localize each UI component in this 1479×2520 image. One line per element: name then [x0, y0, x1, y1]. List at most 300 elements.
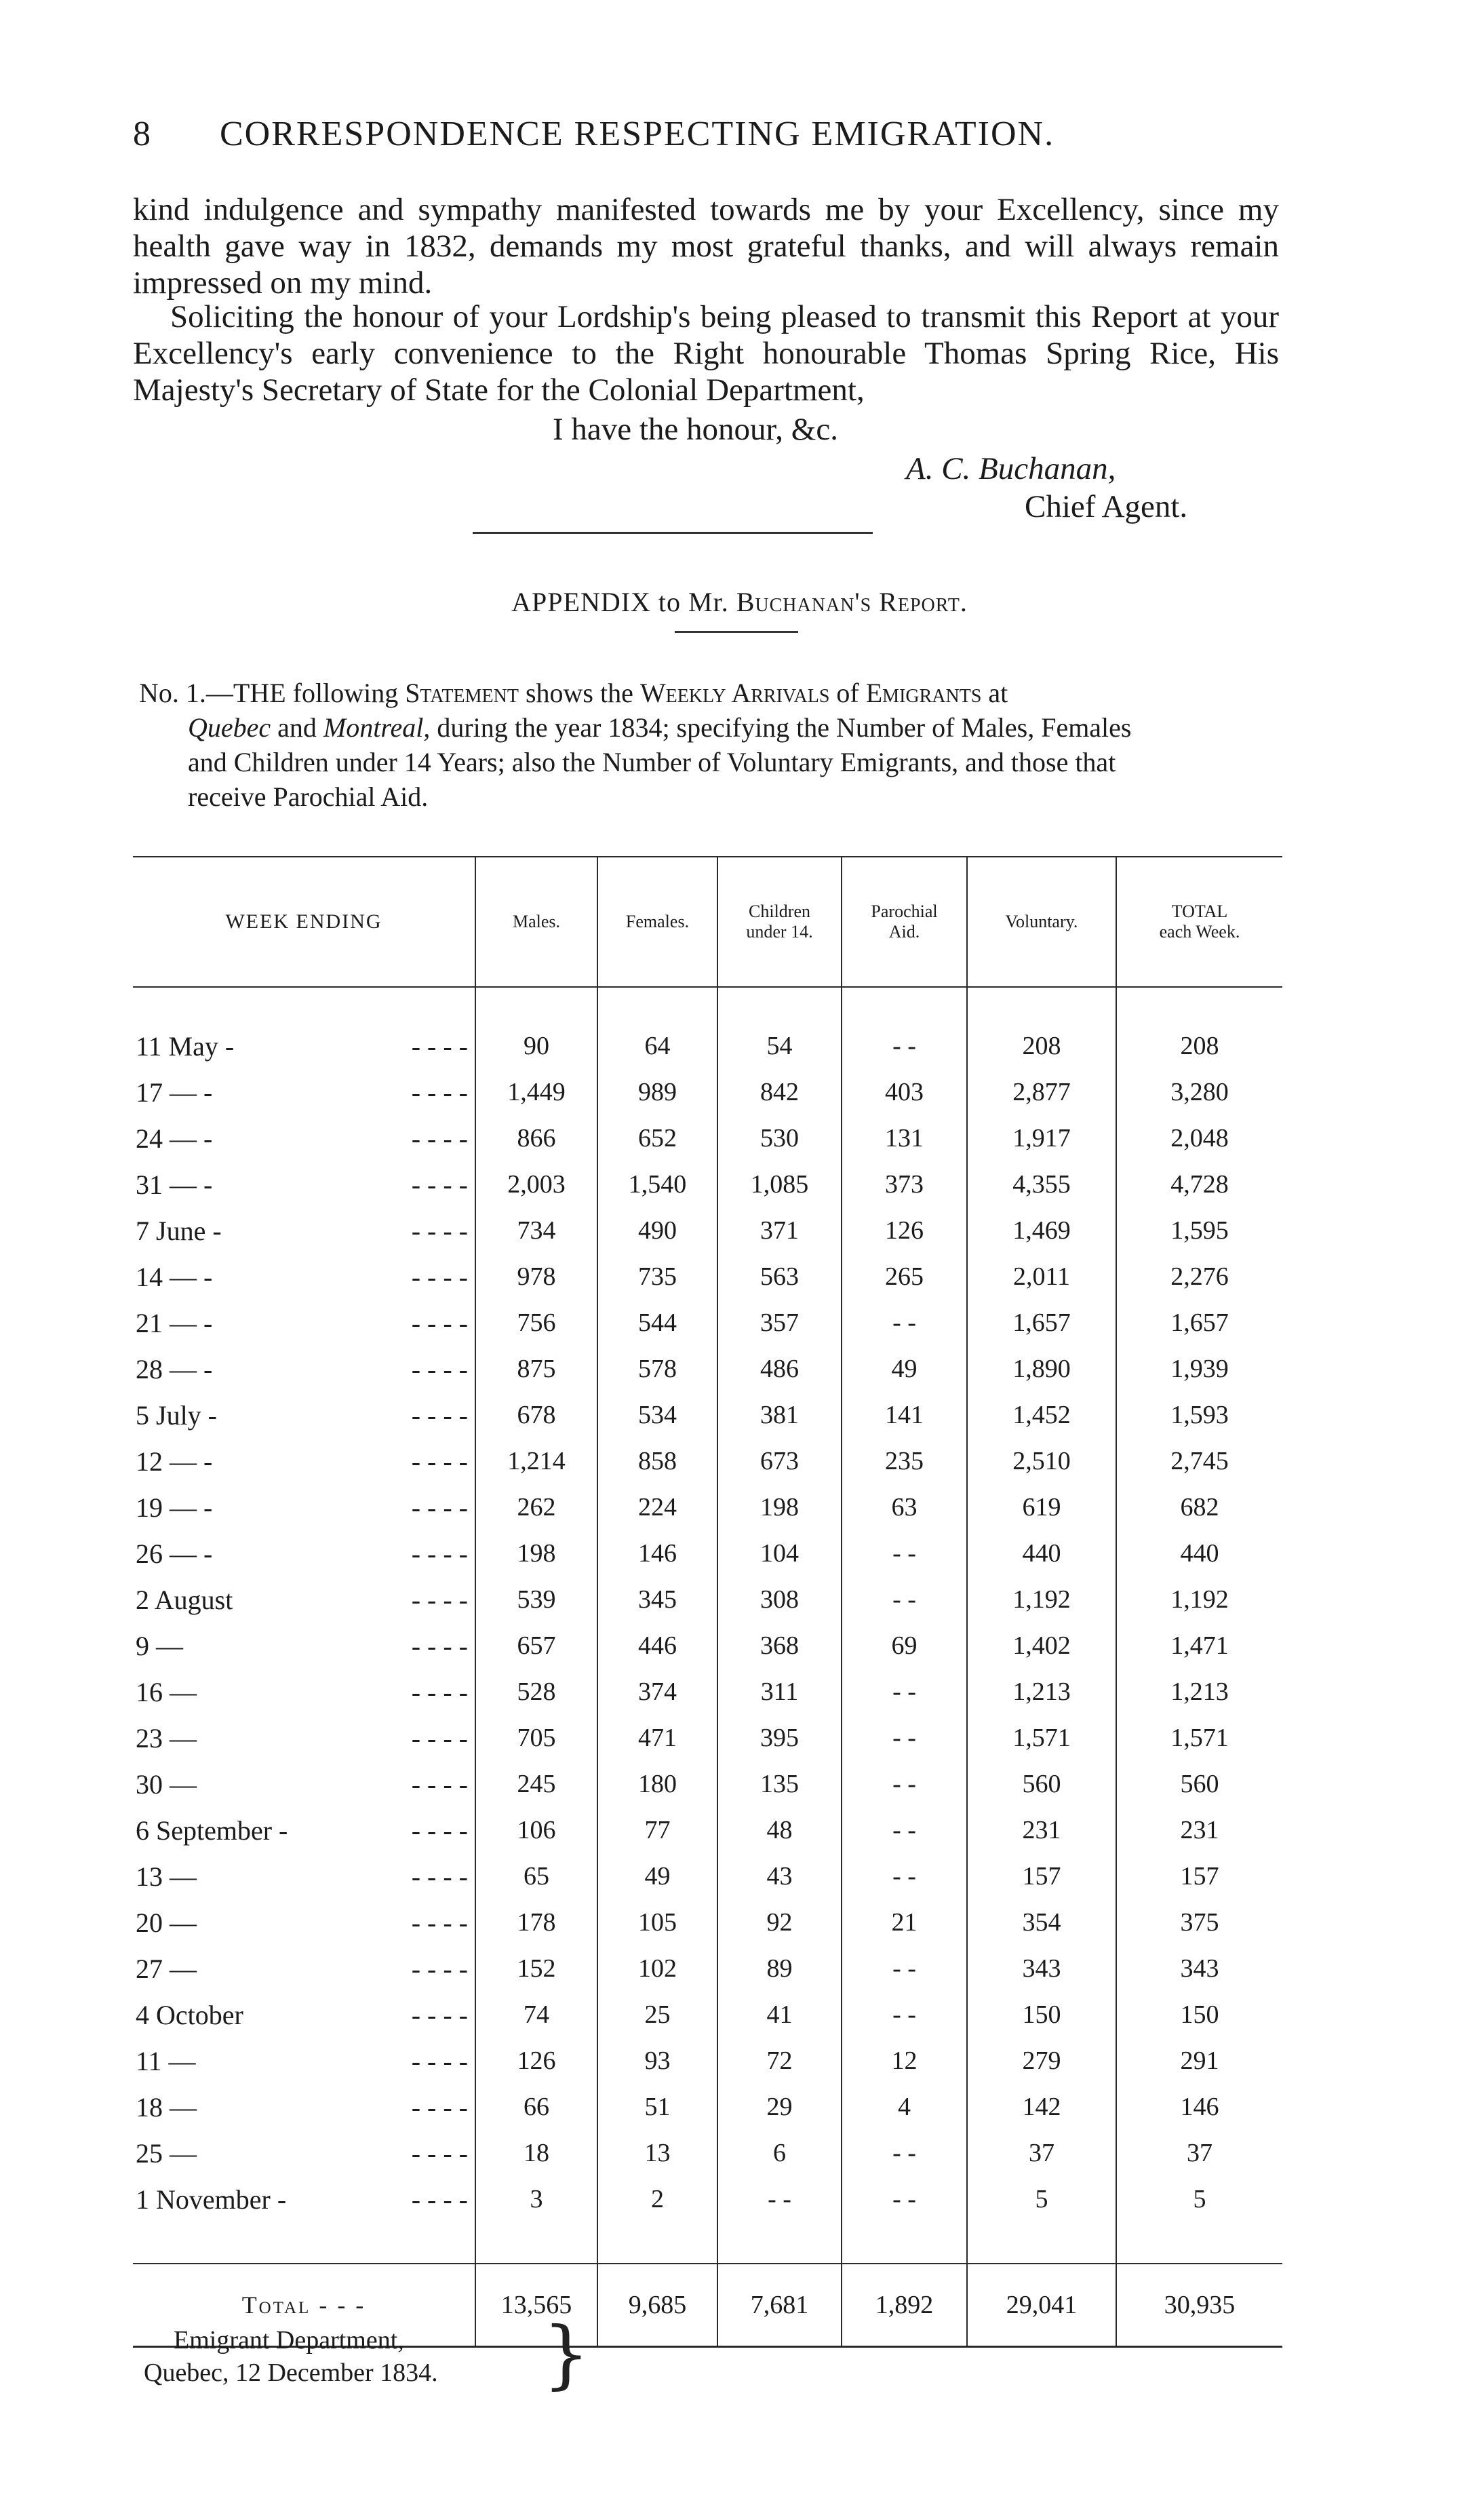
cell-week-ending	[133, 1346, 475, 1392]
statement-weekly-arrivals: Weekly Arrivals	[639, 678, 830, 708]
cell-males: 657	[475, 1623, 597, 1669]
week-label: 9 —	[136, 1630, 183, 1661]
col-header-voluntary: Voluntary.	[967, 857, 1116, 987]
leader-dashes: - - - -	[411, 1999, 468, 2030]
letter-paragraph-2: Soliciting the honour of your Lordship's being pleased to transmit this Report at your Excellency's early convenience to the Right honourable Thomas Spring Rice, His Majesty's Secretary of State for the Colonial Department,	[133, 299, 1279, 408]
statement-emigrants: Emigrants	[865, 678, 982, 708]
cell-week-ending	[133, 1899, 475, 1945]
col-header-children	[717, 857, 842, 987]
cell-males: 66	[475, 2084, 597, 2130]
week-label: 14 — -	[136, 1261, 213, 1292]
cell-males: 978	[475, 1254, 597, 1300]
cell-total: 2,276	[1116, 1254, 1282, 1300]
leader-dashes: - - - -	[411, 2091, 468, 2122]
cell-males: 2,003	[475, 1161, 597, 1207]
week-label: 1 November -	[136, 2184, 287, 2215]
cell-parochial: 131	[842, 1115, 967, 1161]
leader-dashes: - - - -	[411, 1676, 468, 1707]
cell-voluntary: 1,571	[967, 1715, 1116, 1761]
leader-dashes: - - - -	[411, 1953, 468, 1984]
cell-males: 65	[475, 1853, 597, 1899]
cell-males: 198	[475, 1530, 597, 1576]
cell-females: 102	[597, 1945, 717, 1992]
leader-dashes: - - - -	[411, 1307, 468, 1338]
cell-males: 126	[475, 2038, 597, 2084]
letter-signature: A. C. Buchanan,	[906, 451, 1116, 486]
cell-total: 560	[1116, 1761, 1282, 1807]
table-row	[133, 1254, 1282, 1300]
cell-parochial: - -	[842, 1023, 967, 1069]
cell-parochial: 69	[842, 1623, 967, 1669]
footer-place-date: Quebec, 12 December 1834.	[144, 2359, 438, 2387]
week-label: 24 — -	[136, 1123, 213, 1154]
cell-females: 77	[597, 1807, 717, 1853]
cell-parochial: 12	[842, 2038, 967, 2084]
cell-voluntary: 231	[967, 1807, 1116, 1853]
cell-children: 486	[717, 1346, 842, 1392]
cell-females: 64	[597, 1023, 717, 1069]
total-voluntary: 29,041	[967, 2264, 1116, 2347]
cell-voluntary: 2,877	[967, 1069, 1116, 1115]
table-row	[133, 1715, 1282, 1761]
cell-parochial: - -	[842, 2176, 967, 2222]
cell-total: 2,048	[1116, 1115, 1282, 1161]
appendix-heading-prefix: APPENDIX to Mr.	[511, 587, 729, 617]
cell-parochial: 373	[842, 1161, 967, 1207]
cell-children: 48	[717, 1807, 842, 1853]
col-header-parochial-line1: Parochial	[871, 902, 938, 921]
cell-females: 490	[597, 1207, 717, 1254]
cell-parochial: - -	[842, 1945, 967, 1992]
cell-total: 1,471	[1116, 1623, 1282, 1669]
cell-total: 343	[1116, 1945, 1282, 1992]
cell-total: 231	[1116, 1807, 1282, 1853]
cell-males: 90	[475, 1023, 597, 1069]
cell-children: - -	[717, 2176, 842, 2222]
place-montreal: Montreal,	[323, 712, 431, 743]
cell-voluntary: 343	[967, 1945, 1116, 1992]
cell-week-ending	[133, 1392, 475, 1438]
cell-total: 291	[1116, 2038, 1282, 2084]
cell-parochial: 235	[842, 1438, 967, 1484]
cell-children: 530	[717, 1115, 842, 1161]
cell-males: 678	[475, 1392, 597, 1438]
leader-dashes: - - - -	[411, 1077, 468, 1108]
cell-females: 544	[597, 1300, 717, 1346]
cell-total: 1,595	[1116, 1207, 1282, 1254]
cell-males: 245	[475, 1761, 597, 1807]
table-row	[133, 1899, 1282, 1945]
cell-total: 5	[1116, 2176, 1282, 2222]
cell-females: 989	[597, 1069, 717, 1115]
cell-children: 842	[717, 1069, 842, 1115]
cell-week-ending	[133, 1115, 475, 1161]
cell-parochial: 49	[842, 1346, 967, 1392]
cell-voluntary: 37	[967, 2130, 1116, 2176]
cell-week-ending	[133, 2176, 475, 2222]
week-label: 16 —	[136, 1676, 197, 1707]
appendix-heading-name: Buchanan's Report.	[736, 587, 968, 617]
cell-total: 1,571	[1116, 1715, 1282, 1761]
cell-children: 371	[717, 1207, 842, 1254]
leader-dashes: - - - -	[411, 1169, 468, 1200]
statement-line-3: and Children under 14 Years; also the Number of Voluntary Emigrants, and those that	[188, 747, 1116, 777]
col-header-total	[1116, 857, 1282, 987]
total-parochial: 1,892	[842, 2264, 967, 2347]
cell-males: 106	[475, 1807, 597, 1853]
cell-voluntary: 619	[967, 1484, 1116, 1530]
cell-total: 1,939	[1116, 1346, 1282, 1392]
cell-males: 539	[475, 1576, 597, 1623]
page-number: 8	[133, 115, 152, 153]
cell-week-ending	[133, 1761, 475, 1807]
cell-parochial: - -	[842, 1853, 967, 1899]
leader-dashes: - - - -	[411, 1030, 468, 1062]
table-row	[133, 1438, 1282, 1484]
brace-glyph: }	[543, 2310, 590, 2397]
cell-week-ending	[133, 1715, 475, 1761]
cell-voluntary: 354	[967, 1899, 1116, 1945]
leader-dashes: - - - -	[411, 1538, 468, 1569]
cell-voluntary: 1,917	[967, 1115, 1116, 1161]
cell-females: 51	[597, 2084, 717, 2130]
cell-voluntary: 1,452	[967, 1392, 1116, 1438]
cell-total: 1,192	[1116, 1576, 1282, 1623]
table-row	[133, 1069, 1282, 1115]
week-label: 11 —	[136, 2045, 196, 2076]
cell-parochial: 21	[842, 1899, 967, 1945]
col-header-total-line2: each Week.	[1159, 922, 1240, 942]
cell-parochial: - -	[842, 1715, 967, 1761]
week-label: 19 — -	[136, 1492, 213, 1523]
leader-dashes: - - - -	[411, 2045, 468, 2076]
running-title: CORRESPONDENCE RESPECTING EMIGRATION.	[220, 115, 1055, 153]
leader-dashes: - - - -	[411, 1815, 468, 1846]
cell-voluntary: 1,213	[967, 1669, 1116, 1715]
week-label: 27 —	[136, 1953, 197, 1984]
statement-word: Statement	[405, 678, 519, 708]
table-row	[133, 1392, 1282, 1438]
table-row	[133, 1023, 1282, 1069]
letter-paragraph-1: kind indulgence and sympathy manifested towards me by your Excellency, since my health gave way in 1832, demands my most grateful thanks, and will always remain impressed on my mind.	[133, 192, 1279, 301]
cell-children: 395	[717, 1715, 842, 1761]
cell-males: 875	[475, 1346, 597, 1392]
cell-males: 262	[475, 1484, 597, 1530]
cell-males: 866	[475, 1115, 597, 1161]
week-label: 6 September -	[136, 1815, 288, 1846]
week-label: 7 June -	[136, 1215, 222, 1246]
cell-week-ending	[133, 1023, 475, 1069]
weekly-arrivals-table	[133, 856, 1282, 2348]
cell-week-ending	[133, 1807, 475, 1853]
table-row	[133, 1669, 1282, 1715]
total-children: 7,681	[717, 2264, 842, 2347]
cell-week-ending	[133, 1992, 475, 2038]
cell-voluntary: 2,510	[967, 1438, 1116, 1484]
cell-total: 4,728	[1116, 1161, 1282, 1207]
appendix-divider	[675, 631, 798, 633]
cell-voluntary: 150	[967, 1992, 1116, 2038]
cell-total: 1,657	[1116, 1300, 1282, 1346]
cell-females: 471	[597, 1715, 717, 1761]
table-row	[133, 1207, 1282, 1254]
cell-parochial: - -	[842, 1576, 967, 1623]
cell-parochial: - -	[842, 1807, 967, 1853]
total-males: 13,565	[475, 2264, 597, 2347]
table-row	[133, 1530, 1282, 1576]
cell-children: 41	[717, 1992, 842, 2038]
leader-dashes: - - - -	[411, 1399, 468, 1431]
total-total: 30,935	[1116, 2264, 1282, 2347]
cell-males: 734	[475, 1207, 597, 1254]
table-header-row	[133, 857, 1282, 987]
week-label: 30 —	[136, 1768, 197, 1800]
cell-children: 92	[717, 1899, 842, 1945]
table-row	[133, 1761, 1282, 1807]
cell-females: 25	[597, 1992, 717, 2038]
cell-children: 1,085	[717, 1161, 842, 1207]
week-label: 21 — -	[136, 1307, 213, 1338]
table-row	[133, 1945, 1282, 1992]
table-row	[133, 1992, 1282, 2038]
cell-females: 93	[597, 2038, 717, 2084]
table-row	[133, 1623, 1282, 1669]
cell-males: 1,214	[475, 1438, 597, 1484]
col-header-parochial-line2: Aid.	[888, 922, 920, 942]
statement-text: at	[988, 678, 1008, 708]
cell-parochial: - -	[842, 1992, 967, 2038]
col-header-females: Females.	[597, 857, 717, 987]
cell-total: 37	[1116, 2130, 1282, 2176]
col-header-children-line1: Children	[749, 902, 810, 921]
cell-week-ending	[133, 1669, 475, 1715]
cell-week-ending	[133, 1484, 475, 1530]
cell-children: 308	[717, 1576, 842, 1623]
leader-dashes: - - - -	[411, 1768, 468, 1800]
table-row	[133, 1484, 1282, 1530]
cell-parochial: 63	[842, 1484, 967, 1530]
cell-children: 311	[717, 1669, 842, 1715]
col-header-total-line1: TOTAL	[1171, 902, 1228, 921]
cell-voluntary: 2,011	[967, 1254, 1116, 1300]
week-label: 23 —	[136, 1722, 197, 1753]
cell-total: 375	[1116, 1899, 1282, 1945]
cell-voluntary: 1,402	[967, 1623, 1116, 1669]
cell-week-ending	[133, 1207, 475, 1254]
cell-total: 150	[1116, 1992, 1282, 2038]
week-label: 28 — -	[136, 1353, 213, 1384]
cell-children: 673	[717, 1438, 842, 1484]
leader-dashes: - - - -	[411, 1630, 468, 1661]
week-label: 17 — -	[136, 1077, 213, 1108]
cell-children: 72	[717, 2038, 842, 2084]
cell-females: 1,540	[597, 1161, 717, 1207]
week-label: 12 — -	[136, 1446, 213, 1477]
table-spacer	[133, 2222, 1282, 2264]
cell-females: 13	[597, 2130, 717, 2176]
cell-males: 3	[475, 2176, 597, 2222]
cell-children: 368	[717, 1623, 842, 1669]
week-label: 13 —	[136, 1861, 197, 1892]
cell-voluntary: 1,192	[967, 1576, 1116, 1623]
cell-week-ending	[133, 1530, 475, 1576]
cell-total: 2,745	[1116, 1438, 1282, 1484]
cell-week-ending	[133, 1576, 475, 1623]
total-females: 9,685	[597, 2264, 717, 2347]
cell-voluntary: 1,657	[967, 1300, 1116, 1346]
appendix-heading	[0, 586, 1479, 618]
leader-dashes: - - - -	[411, 1446, 468, 1477]
cell-children: 54	[717, 1023, 842, 1069]
cell-week-ending	[133, 1945, 475, 1992]
week-label: 4 October	[136, 1999, 243, 2030]
week-label: 11 May -	[136, 1030, 235, 1062]
cell-children: 357	[717, 1300, 842, 1346]
cell-children: 6	[717, 2130, 842, 2176]
leader-dashes: - - - -	[411, 1584, 468, 1615]
cell-males: 756	[475, 1300, 597, 1346]
statement-number: No. 1.—THE following	[139, 678, 399, 708]
cell-voluntary: 1,469	[967, 1207, 1116, 1254]
cell-females: 146	[597, 1530, 717, 1576]
cell-males: 705	[475, 1715, 597, 1761]
table-row	[133, 2176, 1282, 2222]
cell-females: 446	[597, 1623, 717, 1669]
cell-total: 1,593	[1116, 1392, 1282, 1438]
leader-dashes: - - - -	[411, 2137, 468, 2169]
leader-dashes: - - - -	[411, 1123, 468, 1154]
table-row	[133, 2084, 1282, 2130]
place-quebec: Quebec	[188, 712, 271, 743]
cell-parochial: 403	[842, 1069, 967, 1115]
cell-parochial: - -	[842, 1530, 967, 1576]
cell-voluntary: 560	[967, 1761, 1116, 1807]
cell-voluntary: 142	[967, 2084, 1116, 2130]
cell-voluntary: 208	[967, 1023, 1116, 1069]
leader-dashes: - - - -	[411, 1907, 468, 1938]
cell-total: 440	[1116, 1530, 1282, 1576]
cell-week-ending	[133, 1853, 475, 1899]
cell-females: 49	[597, 1853, 717, 1899]
cell-parochial: 141	[842, 1392, 967, 1438]
table-row	[133, 1115, 1282, 1161]
leader-dashes: - - - -	[411, 2184, 468, 2215]
cell-females: 2	[597, 2176, 717, 2222]
col-header-week: WEEK ENDING	[133, 857, 475, 987]
cell-males: 152	[475, 1945, 597, 1992]
cell-children: 43	[717, 1853, 842, 1899]
week-label: 18 —	[136, 2091, 197, 2122]
cell-females: 105	[597, 1899, 717, 1945]
table-row	[133, 2130, 1282, 2176]
cell-voluntary: 1,890	[967, 1346, 1116, 1392]
cell-week-ending	[133, 2038, 475, 2084]
cell-voluntary: 5	[967, 2176, 1116, 2222]
leader-dashes: - - - -	[411, 1861, 468, 1892]
leader-dashes: - - - -	[411, 1215, 468, 1246]
statement-line-4: receive Parochial Aid.	[188, 781, 429, 812]
leader-dashes: - - - -	[411, 1353, 468, 1384]
week-label: 5 July -	[136, 1399, 217, 1431]
cell-males: 1,449	[475, 1069, 597, 1115]
cell-week-ending	[133, 2084, 475, 2130]
table-row	[133, 1807, 1282, 1853]
cell-week-ending	[133, 1438, 475, 1484]
cell-voluntary: 4,355	[967, 1161, 1116, 1207]
cell-voluntary: 279	[967, 2038, 1116, 2084]
cell-week-ending	[133, 1623, 475, 1669]
table-row	[133, 1161, 1282, 1207]
cell-total: 157	[1116, 1853, 1282, 1899]
cell-females: 374	[597, 1669, 717, 1715]
cell-children: 89	[717, 1945, 842, 1992]
cell-total: 208	[1116, 1023, 1282, 1069]
leader-dashes: - - - -	[411, 1492, 468, 1523]
week-label: 31 — -	[136, 1169, 213, 1200]
cell-parochial: - -	[842, 1669, 967, 1715]
cell-voluntary: 440	[967, 1530, 1116, 1576]
cell-children: 135	[717, 1761, 842, 1807]
leader-dashes: - - - -	[411, 1261, 468, 1292]
cell-week-ending	[133, 1069, 475, 1115]
table-row	[133, 1853, 1282, 1899]
cell-females: 534	[597, 1392, 717, 1438]
cell-children: 29	[717, 2084, 842, 2130]
statement-text: during the year 1834; specifying the Number of Males, Females	[437, 712, 1132, 743]
table-row	[133, 2038, 1282, 2084]
cell-children: 198	[717, 1484, 842, 1530]
table-body	[133, 987, 1282, 2347]
totals-label: Total - - -	[133, 2264, 475, 2347]
cell-total: 682	[1116, 1484, 1282, 1530]
col-header-males: Males.	[475, 857, 597, 987]
cell-parochial: 265	[842, 1254, 967, 1300]
cell-parochial: 126	[842, 1207, 967, 1254]
signature-title: Chief Agent.	[1025, 489, 1188, 524]
cell-total: 1,213	[1116, 1669, 1282, 1715]
cell-males: 178	[475, 1899, 597, 1945]
table-spacer	[133, 987, 1282, 1023]
cell-children: 104	[717, 1530, 842, 1576]
cell-week-ending	[133, 1254, 475, 1300]
footer-department: Emigrant Department,	[174, 2326, 404, 2354]
cell-females: 578	[597, 1346, 717, 1392]
statement-description	[139, 676, 1285, 814]
cell-males: 74	[475, 1992, 597, 2038]
cell-females: 224	[597, 1484, 717, 1530]
statement-text: and	[277, 712, 317, 743]
cell-males: 528	[475, 1669, 597, 1715]
table-row	[133, 1576, 1282, 1623]
page-header	[133, 102, 1286, 159]
cell-week-ending	[133, 2130, 475, 2176]
table-row	[133, 1300, 1282, 1346]
statement-text: shows the	[525, 678, 633, 708]
cell-females: 858	[597, 1438, 717, 1484]
cell-parochial: 4	[842, 2084, 967, 2130]
cell-females: 345	[597, 1576, 717, 1623]
week-label: 20 —	[136, 1907, 197, 1938]
cell-parochial: - -	[842, 1761, 967, 1807]
cell-total: 3,280	[1116, 1069, 1282, 1115]
letter-closing: I have the honour, &c.	[553, 412, 838, 447]
cell-females: 652	[597, 1115, 717, 1161]
cell-total: 146	[1116, 2084, 1282, 2130]
footer-dateline	[144, 2324, 438, 2389]
leader-dashes: - - - -	[411, 1722, 468, 1753]
statement-text: of	[836, 678, 859, 708]
cell-children: 563	[717, 1254, 842, 1300]
